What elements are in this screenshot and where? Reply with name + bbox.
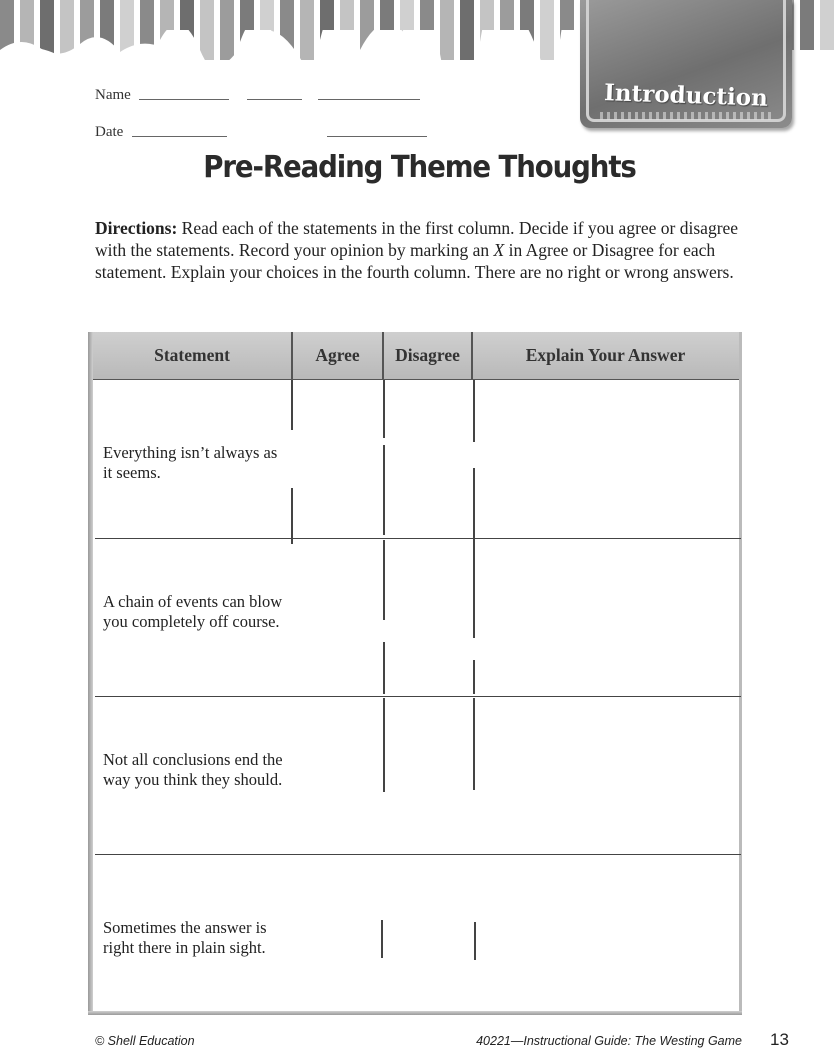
table-border-left [88, 332, 93, 1015]
date-line-1[interactable] [132, 136, 227, 137]
directions-text-2: in Agree or Disagree for each statement. Explain your choices in the fourth column. There are no right or wrong answers. [95, 240, 734, 282]
section-tab-label: Introduction [603, 79, 769, 112]
table-border-right [739, 332, 742, 1015]
directions-mark-x: X [493, 240, 505, 260]
section-tab-texture [600, 112, 772, 120]
footer-product-code: 40221— [476, 1034, 524, 1048]
statement-3: Not all conclusions end the way you think they should. [103, 750, 283, 789]
footer-guide [476, 1034, 742, 1048]
table-header-row [93, 332, 739, 380]
column-line-agree [291, 380, 293, 430]
date-line-2[interactable] [327, 136, 427, 137]
name-label: Name [95, 87, 131, 103]
footer-guide-title: Instructional Guide: The Westing Game [523, 1034, 742, 1048]
row-divider [95, 854, 741, 855]
statement-4: Sometimes the answer is right there in plain sight. [103, 918, 267, 957]
column-line-explain [473, 540, 475, 638]
row-divider [95, 696, 741, 697]
page-title: Pre-Reading Theme Thoughts [203, 150, 636, 185]
column-header-disagree: Disagree [395, 345, 460, 365]
column-line-explain [473, 660, 475, 694]
theme-table [88, 332, 742, 1015]
column-line-agree [291, 488, 293, 544]
directions-paragraph [95, 217, 755, 283]
column-line-disagree [383, 445, 385, 535]
column-line-explain [473, 698, 475, 790]
name-line-2[interactable] [247, 99, 302, 100]
column-line-disagree [383, 642, 385, 694]
footer-copyright: © Shell Education [95, 1034, 195, 1048]
name-line-3[interactable] [318, 99, 420, 100]
page-number: 13 [770, 1030, 789, 1049]
column-line-disagree [383, 540, 385, 620]
column-line-explain [473, 468, 475, 540]
column-header-explain: Explain Your Answer [525, 345, 686, 365]
row-divider [95, 538, 741, 539]
column-line-disagree [383, 698, 385, 792]
date-label: Date [95, 124, 124, 140]
name-line-1[interactable] [139, 99, 229, 100]
column-line-disagree [383, 380, 385, 438]
column-line-explain [473, 380, 475, 442]
column-line-explain [474, 922, 476, 960]
statement-1: Everything isn’t always as it seems. [103, 443, 278, 482]
statement-2: A chain of events can blow you completely off course. [103, 592, 283, 631]
column-header-statement: Statement [154, 345, 230, 365]
column-header-agree: Agree [315, 345, 360, 365]
column-line-disagree [381, 920, 383, 958]
directions-text-1: Read each of the statements in the first column. Decide if you agree or disagree with the statements. Record your opinion by marking an [95, 218, 739, 260]
table-border-bottom [88, 1011, 742, 1015]
section-tab [580, 0, 792, 128]
directions-lead: Directions: [95, 218, 178, 238]
